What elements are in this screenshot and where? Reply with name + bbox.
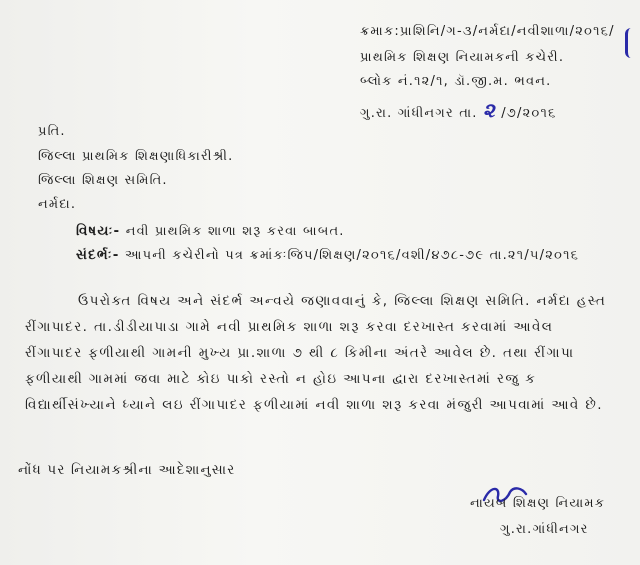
body-line-3: રીંગાપાદર ફળીયાથી ગામની મુખ્ય પ્રા.શાળા ૭ થી ૮ કિમીના અંતરે આવેલ છે. તથા રીંગાપા: [25, 345, 575, 361]
subject-text: નવી પ્રાથમિક શાળા શરૂ કરવા બાબત.: [125, 224, 345, 239]
body-line-5: વિદ્યાર્થીસંખ્યાને ધ્યાને લઇ રીંગાપાદર ફળીયામાં નવી શાળા શરૂ કરવા મંજુરી આપવામાં આવે છે.: [25, 397, 603, 413]
subject-label: વિષયઃ-: [76, 223, 121, 239]
note-line: નોંધ પર નિયામકશ્રીના આદેશાનુસાર: [18, 462, 236, 478]
body-line-1: ઉપરોક્ત વિષય અને સંદર્ભ અન્વયે જણાવવાનું કે, જિલ્લા શિક્ષણ સમિતિ. નર્મદા હસ્ત: [78, 293, 607, 309]
body-line-2: રીંગાપાદર. તા.ડીડીયાપાડા ગામે નવી પ્રાથમિક શાળા શરૂ કરવા દરખાસ્ત કરવામાં આવેલ: [25, 319, 554, 335]
signatory-title: નાયબ શિક્ષણ નિયામક: [470, 496, 606, 511]
pen-mark: [625, 28, 638, 58]
recipient-line-1: જિલ્લા પ્રાથમિક શિક્ષણાધિકારીશ્રી.: [38, 149, 234, 164]
city-date: [360, 98, 557, 122]
reference-text: આપની કચેરીનો પત્ર ક્રમાંકઃજિપ/શિક્ષણ/૨૦૧૬/વશી/૪૭૮-૭૯ તા.૨૧/૫/૨૦૧૬: [124, 248, 580, 263]
handwritten-day: ૨: [482, 98, 496, 122]
recipient-line-2: જિલ્લા શિક્ષણ સમિતિ.: [38, 173, 168, 188]
city-date-prefix: ગુ.રા. ગાંધીનગર તા.: [360, 106, 478, 121]
prati-label: પ્રતિ.: [38, 124, 66, 139]
signatory-place: ગુ.રા.ગાંધીનગર: [500, 522, 589, 537]
reference-number: ક્રમાક:પ્રાશિનિ/ગ-૩/નર્મદા/નવીશાળા/૨૦૧૬/: [360, 24, 615, 39]
body-line-4: ફળીયાથી ગામમાં જવા માટે કોઇ પાકો રસ્તો ન હોઇ આપના દ્વારા દરખાસ્તમાં રજુ ક: [25, 371, 537, 387]
office-name: પ્રાથમિક શિક્ષણ નિયામકની કચેરી.: [360, 50, 565, 65]
subject-line: [76, 223, 345, 239]
recipient-line-3: નર્મદા.: [38, 197, 77, 212]
reference-line: [76, 247, 579, 263]
date-rest: /૭/૨૦૧૬: [501, 106, 557, 121]
reference-label: સંદર્ભઃ-: [76, 247, 120, 263]
office-address: બ્લોક નં.૧૨/૧, ડૉ.જી.મ. ભવન.: [360, 74, 552, 89]
